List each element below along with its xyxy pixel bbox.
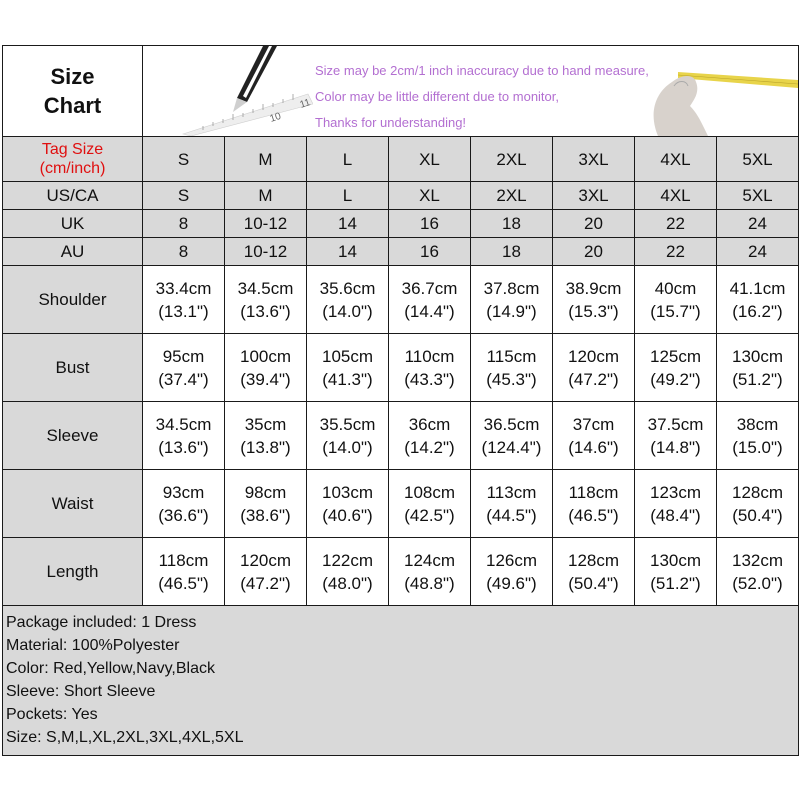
measurement-label: Sleeve — [3, 402, 143, 470]
disclaimer-notes — [315, 58, 649, 136]
size-cell: 20 — [553, 238, 635, 266]
measurement-cell — [635, 538, 717, 606]
measurement-cell — [307, 538, 389, 606]
measurement-label: Shoulder — [3, 266, 143, 334]
value-cm: 100cm — [239, 346, 292, 366]
value-inch: (47.2") — [568, 369, 619, 389]
measurement-cell — [717, 334, 799, 402]
measurement-cell — [635, 470, 717, 538]
value-inch: (124.4") — [481, 437, 542, 457]
value-inch: (15.0") — [732, 437, 783, 457]
value-cm: 118cm — [158, 550, 209, 570]
value-inch: (45.3") — [486, 369, 537, 389]
value-inch: (14.0") — [322, 437, 373, 457]
product-info-line: Material: 100%Polyester — [6, 637, 180, 654]
value-inch: (36.6") — [158, 505, 209, 525]
value-inch: (13.6") — [240, 301, 291, 321]
value-inch: (38.6") — [240, 505, 291, 525]
value-cm: 36.5cm — [483, 414, 540, 434]
value-cm: 103cm — [321, 482, 374, 502]
value-cm: 98cm — [244, 482, 287, 502]
size-cell: 5XL — [717, 182, 799, 210]
pencil-ruler-icon — [173, 46, 313, 136]
value-cm: 110cm — [404, 346, 455, 366]
tag-size-label: Tag Size — [41, 141, 104, 158]
product-info-line: Package included: 1 Dress — [6, 614, 197, 631]
size-cell: S — [143, 182, 225, 210]
size-cell: 18 — [471, 210, 553, 238]
size-cell: 14 — [307, 210, 389, 238]
chart-title — [3, 46, 143, 137]
value-cm: 37.5cm — [647, 414, 704, 434]
value-cm: 120cm — [239, 550, 292, 570]
size-cell: S — [143, 137, 225, 182]
size-chart-table — [2, 45, 799, 756]
value-inch: (41.3") — [322, 369, 373, 389]
size-row — [3, 210, 799, 238]
size-cell: 3XL — [553, 182, 635, 210]
size-cell: 20 — [553, 210, 635, 238]
measurement-cell — [389, 538, 471, 606]
value-inch: (14.2") — [404, 437, 455, 457]
value-cm: 120cm — [567, 346, 620, 366]
value-inch: (14.9") — [486, 301, 537, 321]
measurement-cell — [143, 470, 225, 538]
size-cell: M — [225, 182, 307, 210]
measurement-cell — [553, 266, 635, 334]
size-row-label: AU — [3, 238, 143, 266]
size-row-label — [3, 137, 143, 182]
value-cm: 35.6cm — [319, 278, 376, 298]
measurement-row — [3, 538, 799, 606]
value-inch: (43.3") — [404, 369, 455, 389]
measurement-cell — [635, 402, 717, 470]
size-cell: 16 — [389, 210, 471, 238]
size-cell: 8 — [143, 210, 225, 238]
title-line-2: Chart — [43, 93, 102, 118]
measurement-cell — [717, 538, 799, 606]
measurement-cell — [553, 470, 635, 538]
value-inch: (15.3") — [568, 301, 619, 321]
value-cm: 130cm — [731, 346, 784, 366]
size-cell: 10-12 — [225, 210, 307, 238]
measurement-cell — [307, 470, 389, 538]
product-info — [3, 606, 799, 756]
size-cell: 14 — [307, 238, 389, 266]
value-inch: (16.2") — [732, 301, 783, 321]
value-inch: (48.8") — [404, 573, 455, 593]
value-inch: (50.4") — [568, 573, 619, 593]
value-inch: (51.2") — [650, 573, 701, 593]
value-inch: (13.6") — [158, 437, 209, 457]
header-row — [3, 46, 799, 137]
size-cell: 10-12 — [225, 238, 307, 266]
measurement-cell — [471, 266, 553, 334]
value-inch: (48.0") — [322, 573, 373, 593]
value-cm: 38.9cm — [565, 278, 622, 298]
measurement-cell — [389, 470, 471, 538]
size-cell: 5XL — [717, 137, 799, 182]
product-info-line: Sleeve: Short Sleeve — [6, 683, 156, 700]
value-inch: (47.2") — [240, 573, 291, 593]
value-cm: 132cm — [731, 550, 784, 570]
measurement-cell — [635, 334, 717, 402]
measurement-cell — [389, 402, 471, 470]
value-cm: 105cm — [321, 346, 374, 366]
value-cm: 115cm — [486, 346, 537, 366]
size-cell: 2XL — [471, 137, 553, 182]
value-cm: 35cm — [244, 414, 287, 434]
value-cm: 36cm — [408, 414, 451, 434]
value-cm: 33.4cm — [155, 278, 212, 298]
value-cm: 37.8cm — [483, 278, 540, 298]
value-cm: 128cm — [731, 482, 784, 502]
size-cell: L — [307, 137, 389, 182]
value-cm: 124cm — [403, 550, 456, 570]
value-inch: (13.8") — [240, 437, 291, 457]
value-inch: (14.6") — [568, 437, 619, 457]
product-info-line: Size: S,M,L,XL,2XL,3XL,4XL,5XL — [6, 729, 244, 746]
measurement-cell — [471, 538, 553, 606]
value-inch: (14.0") — [322, 301, 373, 321]
value-inch: (14.8") — [650, 437, 701, 457]
value-cm: 118cm — [568, 482, 619, 502]
value-inch: (37.4") — [158, 369, 209, 389]
value-inch: (42.5") — [404, 505, 455, 525]
size-cell: 4XL — [635, 182, 717, 210]
value-inch: (49.2") — [650, 369, 701, 389]
measurement-cell — [225, 470, 307, 538]
measurement-cell — [471, 334, 553, 402]
value-cm: 113cm — [486, 482, 537, 502]
hand-tape-measure-icon — [638, 52, 798, 136]
value-cm: 125cm — [649, 346, 702, 366]
note-accuracy: Size may be 2cm/1 inch inaccuracy due to hand measure, — [315, 63, 649, 78]
banner-cell — [143, 46, 799, 137]
banner — [143, 46, 798, 136]
value-cm: 38cm — [736, 414, 779, 434]
measurement-cell — [635, 266, 717, 334]
size-cell: 22 — [635, 238, 717, 266]
value-cm: 93cm — [162, 482, 205, 502]
measurement-cell — [717, 402, 799, 470]
value-cm: 35.5cm — [319, 414, 376, 434]
measurement-cell — [389, 266, 471, 334]
measurement-cell — [143, 334, 225, 402]
measurement-cell — [143, 402, 225, 470]
value-cm: 130cm — [649, 550, 702, 570]
value-cm: 37cm — [572, 414, 615, 434]
tag-size-unit: (cm/inch) — [39, 160, 106, 177]
product-info-row — [3, 606, 799, 756]
value-cm: 126cm — [485, 550, 538, 570]
svg-text:11: 11 — [298, 97, 312, 111]
value-cm: 34.5cm — [155, 414, 212, 434]
measurement-cell — [225, 402, 307, 470]
product-info-line: Pockets: Yes — [6, 706, 98, 723]
measurement-cell — [553, 402, 635, 470]
value-cm: 108cm — [403, 482, 456, 502]
size-row-label: US/CA — [3, 182, 143, 210]
value-inch: (51.2") — [732, 369, 783, 389]
size-cell: 24 — [717, 238, 799, 266]
size-cell: 22 — [635, 210, 717, 238]
svg-text:10: 10 — [268, 110, 283, 125]
size-cell: 16 — [389, 238, 471, 266]
size-cell: 18 — [471, 238, 553, 266]
size-cell: 8 — [143, 238, 225, 266]
measurement-row — [3, 266, 799, 334]
value-inch: (52.0") — [732, 573, 783, 593]
size-cell: 4XL — [635, 137, 717, 182]
value-inch: (15.7") — [650, 301, 701, 321]
value-cm: 95cm — [162, 346, 205, 366]
value-cm: 40cm — [654, 278, 697, 298]
measurement-cell — [143, 538, 225, 606]
note-color: Color may be little different due to monitor, — [315, 89, 559, 104]
value-cm: 128cm — [567, 550, 620, 570]
value-cm: 123cm — [649, 482, 702, 502]
value-inch: (39.4") — [240, 369, 291, 389]
measurement-cell — [225, 334, 307, 402]
size-cell: 24 — [717, 210, 799, 238]
measurement-row — [3, 402, 799, 470]
size-row — [3, 238, 799, 266]
size-cell: M — [225, 137, 307, 182]
measurement-row — [3, 470, 799, 538]
size-row-label: UK — [3, 210, 143, 238]
note-thanks: Thanks for understanding! — [315, 115, 467, 130]
measurement-cell — [307, 334, 389, 402]
value-inch: (13.1") — [158, 301, 209, 321]
value-inch: (46.5") — [568, 505, 619, 525]
measurement-cell — [717, 266, 799, 334]
size-row — [3, 137, 799, 182]
measurement-cell — [553, 538, 635, 606]
value-inch: (46.5") — [158, 573, 209, 593]
size-cell: 3XL — [553, 137, 635, 182]
measurement-cell — [143, 266, 225, 334]
size-chart — [2, 45, 798, 756]
size-cell: 2XL — [471, 182, 553, 210]
size-row — [3, 182, 799, 210]
value-cm: 41.1cm — [729, 278, 786, 298]
measurement-cell — [389, 334, 471, 402]
measurement-cell — [471, 470, 553, 538]
value-inch: (48.4") — [650, 505, 701, 525]
measurement-label: Length — [3, 538, 143, 606]
value-cm: 34.5cm — [237, 278, 294, 298]
measurement-cell — [307, 266, 389, 334]
measurement-cell — [225, 538, 307, 606]
measurement-cell — [225, 266, 307, 334]
measurement-label: Waist — [3, 470, 143, 538]
size-cell: XL — [389, 182, 471, 210]
measurement-cell — [717, 470, 799, 538]
size-cell: L — [307, 182, 389, 210]
value-cm: 122cm — [321, 550, 374, 570]
measurement-cell — [307, 402, 389, 470]
measurement-label: Bust — [3, 334, 143, 402]
size-cell: XL — [389, 137, 471, 182]
value-inch: (40.6") — [322, 505, 373, 525]
value-inch: (49.6") — [486, 573, 537, 593]
value-cm: 36.7cm — [401, 278, 458, 298]
measurement-cell — [553, 334, 635, 402]
product-info-line: Color: Red,Yellow,Navy,Black — [6, 660, 215, 677]
value-inch: (50.4") — [732, 505, 783, 525]
title-line-1: Size — [50, 64, 95, 89]
measurement-cell — [471, 402, 553, 470]
value-inch: (14.4") — [404, 301, 455, 321]
value-inch: (44.5") — [486, 505, 537, 525]
measurement-row — [3, 334, 799, 402]
